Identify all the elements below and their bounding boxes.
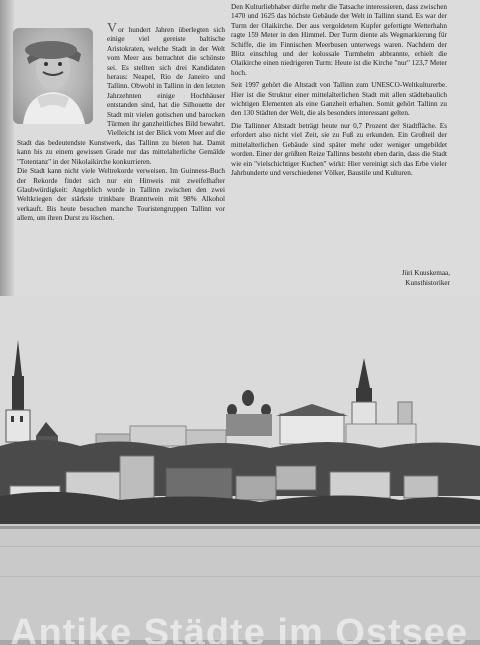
right-paragraph-1: Den Kulturliebhaber dürfte mehr die Tatsache interessieren, dass zwischen 1470 und 1625 das höchste Gebäude der Welt in Tallinn stand. Es war der Turm der Olaikirche. Der aus vergoldetem Kupfer gefertigte Wetterhahn ragte 159 Meter in den Himmel. Der Turm diente als Wegmarkierung für Schiffe, die im Finnischen Meerbusen unterwegs waren. Nachdem der Blitz einschlug und der kolossale Turmhelm abbrannte, erhielt die Olaikirche einen niedrigeren Turm: Heute ist die Kirche "nur" 123,7 Meter hoch. [231,3,447,77]
tallinn-skyline-photo [0,296,480,640]
left-paragraph-2: Die Stadt kann nicht viele Weltrekorde verweisen. Im Guinness-Buch der Rekorde findet sich nur ein Hinweis mit zweifelhafter Glaubwürdigkeit: Angeblich wurde in Tallinn zwischen den zwei Weltkriegen der stärkste trinkbare Branntwein mit 98% Alkohol verkauft. Bis heute besuchen manche Touristengruppen Tallinn vor allem, um ihren Durst zu löschen. [17,167,225,223]
photo-headline: Antike Städte im Ostsee [10,614,469,644]
left-text-column [17,21,225,224]
right-paragraph-2: Seit 1997 gehört die Altstadt von Tallinn zum UNESCO-Weltkulturerbe. Hier ist die Struktur einer mittelalterlichen Stadt mit allen städtebaulich wichtigen Elementen als eine Ganzheit erhalten. Somit gehört Tallinn zu den 130 Städten der Welt, die als besonders interessant gelten. [231,81,447,118]
signature-role: Kunsthistoriker [405,279,450,287]
skyline-drawing [0,296,480,640]
portrait-float-spacer [17,24,107,136]
signature-name: Jüri Kuuskemaa, [401,269,450,277]
left-paragraph-1: or hundert Jahren überlegten sich einige viel gereiste baltische Aristokraten, welche Stadt in der Welt vom Meer aus betrachtet die schönste sei. Es stellten sich drei Kandidaten heraus: Neapel, Rio de Janeiro und Tallinn. Obwohl in Tallinn in den letzten Jahrzehnten einige Hochhäuser entstanden sind, hat die Silhouette der Stadt mit vielen gotischen und barocken Türmen ihr ganzheitliches Bild bewahrt. Vielleicht ist der Blick vom Meer auf die Stadt das bedeutendste Kunstwerk, das Tallinn zu bieten hat. Damit kann bis zu einem gewissen Grade nur das mittelalterliche Gemälde "Totentanz" in der Nikolaikirche konkurrieren. [17,26,225,166]
right-text-column [231,3,447,181]
dropcap-letter: V [107,21,118,36]
right-paragraph-3: Die Tallinner Altstadt beträgt heute nur 0,7 Prozent der Stadtfläche. Es erfordert also nicht viel Zeit, sie zu Fuß zu erkunden. Ein Großteil der mittelalterlichen Gebäude sind später mehr oder weniger umgebildet worden. Einer der größten Reize Tallinns besteht eben darin, dass die Stadt wie ein "vielschichtiger Kuchen" wirkt: Hier vereinigt sich das Erbe vieler Jahrhunderte und verschiedener Völker, Baustile und Kulturen. [231,121,447,177]
author-signature [402,268,450,288]
